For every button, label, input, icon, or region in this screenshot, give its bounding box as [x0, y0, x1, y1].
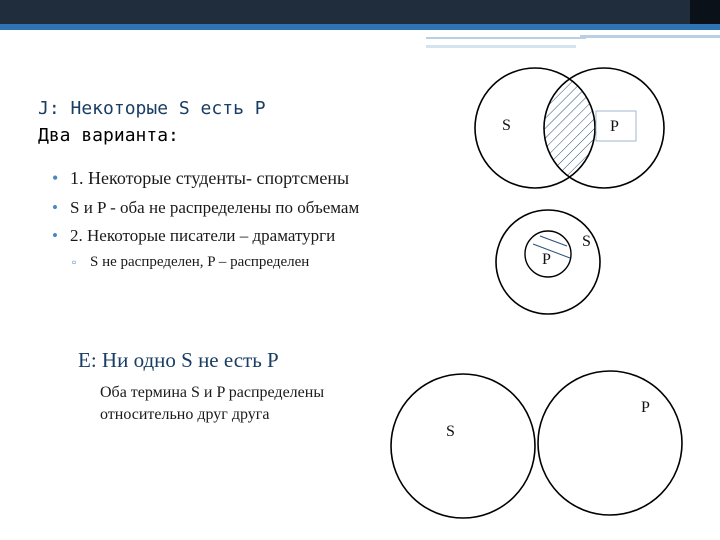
title-line-1: J: Некоторые S есть P: [38, 98, 266, 119]
circle-s-disjoint-label: S: [446, 423, 455, 440]
bullet-text: S и P - оба не распределены по объемам: [70, 198, 360, 217]
circle-s-disjoint: [391, 374, 535, 518]
sub-bullet-marker: ▫: [72, 255, 77, 269]
bullet-dot: •: [52, 226, 58, 245]
bullet-dot: •: [52, 198, 58, 217]
title-line-2: Два варианта:: [38, 125, 179, 146]
circle-p-label: P: [610, 118, 619, 135]
e-section-title: E: Ни одно S не есть P: [78, 348, 279, 372]
circle-p-disjoint: [538, 371, 682, 515]
circle-inner-p-label: P: [542, 251, 551, 268]
circle-outer-s-label: S: [582, 233, 591, 250]
bullet-text: 1. Некоторые студенты- спортсмены: [70, 168, 350, 188]
e-desc-line-2: относительно друг друга: [100, 406, 270, 423]
bullet-dot: •: [52, 168, 59, 188]
diagram-intersecting-circles: [475, 68, 664, 188]
circle-s-label: S: [502, 117, 511, 134]
bullet-text: 2. Некоторые писатели – драматурги: [70, 226, 336, 245]
diagram-nested-circles: [496, 210, 600, 314]
circle-p-disjoint-label: P: [641, 399, 650, 416]
e-desc-line-1: Оба термина S и P распределены: [100, 384, 325, 401]
hatch-stroke: [540, 236, 567, 246]
diagram-disjoint-circles: [391, 371, 682, 518]
hatch-stroke: [533, 244, 570, 258]
sub-bullet-text: S не распределен, P – распределен: [90, 254, 310, 270]
